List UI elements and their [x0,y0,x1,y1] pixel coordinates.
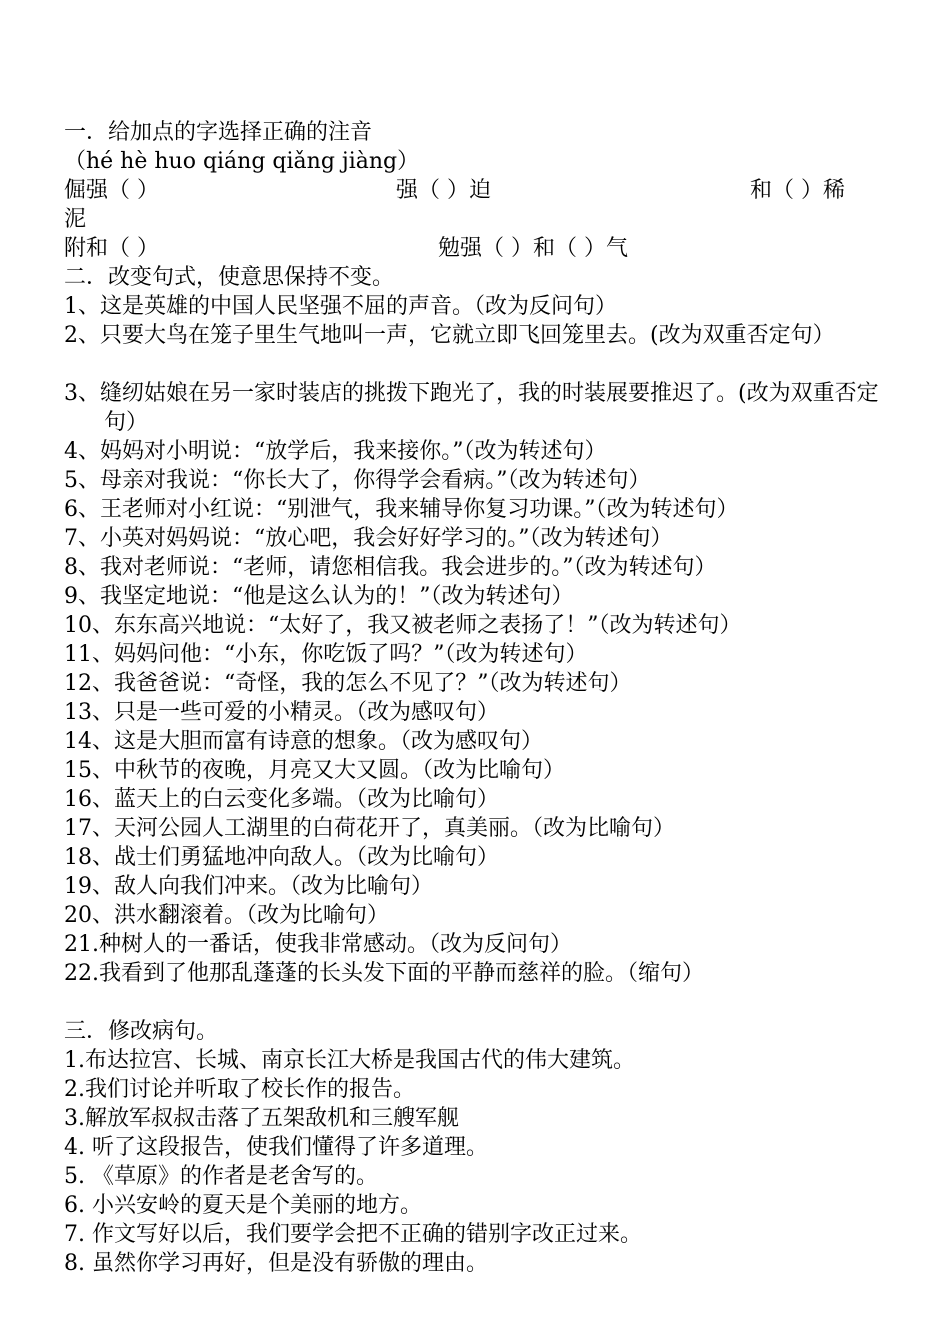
spacer [64,988,890,1017]
section3-title: 三．修改病句。 [64,1019,219,1044]
list-item: 7、小英对妈妈说：“放心吧，我会好好学习的。”（改为转述句） [64,526,673,551]
list-item: 9、我坚定地说：“他是这么认为的！”（改为转述句） [64,584,574,609]
list-item: 3.解放军叔叔击落了五架敌机和三艘军舰 [64,1106,459,1131]
list-item: 8. 虽然你学习再好，但是没有骄傲的理由。 [64,1251,488,1276]
word-qiangpo: 强（ ）迫 [396,178,491,203]
word-huoxi: 和（ ）稀 [750,178,845,203]
list-item: 4、妈妈对小明说：“放学后，我来接你。”（改为转述句） [64,439,607,464]
list-item: 17、天河公园人工湖里的白荷花开了，真美丽。（改为比喻句） [64,816,675,841]
list-item: 7. 作文写好以后，我们要学会把不正确的错别字改正过来。 [64,1222,642,1247]
list-item: 4. 听了这段报告，使我们懂得了许多道理。 [64,1135,488,1160]
word-mianqiang-heqi: 勉强（ ）和（ ）气 [438,236,628,261]
list-item: 13、只是一些可爱的小精灵。（改为感叹句） [64,700,499,725]
section2-title: 二．改变句式，使意思保持不变。 [64,265,395,290]
list-item: 21.种树人的一番话，使我非常感动。（改为反问句） [64,932,572,957]
word-huoxi-continued: 泥 [64,207,87,232]
list-item: 12、我爸爸说：“奇怪，我的怎么不见了？”（改为转述句） [64,671,632,696]
list-item: 5、母亲对我说：“你长大了，你得学会看病。”（改为转述句） [64,468,651,493]
list-item: 20、洪水翻滚着。（改为比喻句） [64,903,389,928]
section2-list [64,292,890,988]
word-fuhe: 附和（ ） [64,236,159,261]
worksheet-content [64,118,890,1278]
list-item: 6. 小兴安岭的夏天是个美丽的地方。 [64,1193,422,1218]
pinyin-row-2 [64,234,890,263]
word-juejiang: 倔强（ ） [64,178,159,203]
list-item: 1、这是英雄的中国人民坚强不屈的声音。（改为反问句） [64,294,617,319]
list-item: 2.我们讨论并听取了校长作的报告。 [64,1077,415,1102]
list-item: 10、东东高兴地说：“太好了，我又被老师之表扬了！”（改为转述句） [64,613,742,638]
pinyin-row-1 [64,176,890,205]
list-item: 11、妈妈问他：“小东，你吃饭了吗？”（改为转述句） [64,642,588,667]
list-item: 6、王老师对小红说：“别泄气，我来辅导你复习功课。”（改为转述句） [64,497,739,522]
list-item: 2、只要大鸟在笼子里生气地叫一声，它就立即飞回笼里去。(改为双重否定句） [64,323,835,348]
section1-title: 一．给加点的字选择正确的注音 [64,120,373,145]
list-item: 16、蓝天上的白云变化多端。（改为比喻句） [64,787,499,812]
list-item: 8、我对老师说：“老师，请您相信我。我会进步的。”（改为转述句） [64,555,717,580]
list-item: 19、敌人向我们冲来。（改为比喻句） [64,874,433,899]
list-item: 5. 《草原》的作者是老舍写的。 [64,1164,378,1189]
list-item: 18、战士们勇猛地冲向敌人。（改为比喻句） [64,845,499,870]
list-item: 14、这是大胆而富有诗意的想象。（改为感叹句） [64,729,543,754]
list-item: 22.我看到了他那乱蓬蓬的长头发下面的平静而慈祥的脸。（缩句） [64,961,704,986]
list-item: 1.布达拉宫、长城、南京长江大桥是我国古代的伟大建筑。 [64,1048,635,1073]
section3-list [64,1046,890,1278]
list-item: 15、中秋节的夜晚，月亮又大又圆。（改为比喻句） [64,758,565,783]
pinyin-options: （hé hè huo qiáng qiǎng jiàng） [64,149,420,174]
list-item: 3、缝纫姑娘在另一家时装店的挑拨下跑光了，我的时装展要推迟了。(改为双重否定句） [64,381,879,435]
